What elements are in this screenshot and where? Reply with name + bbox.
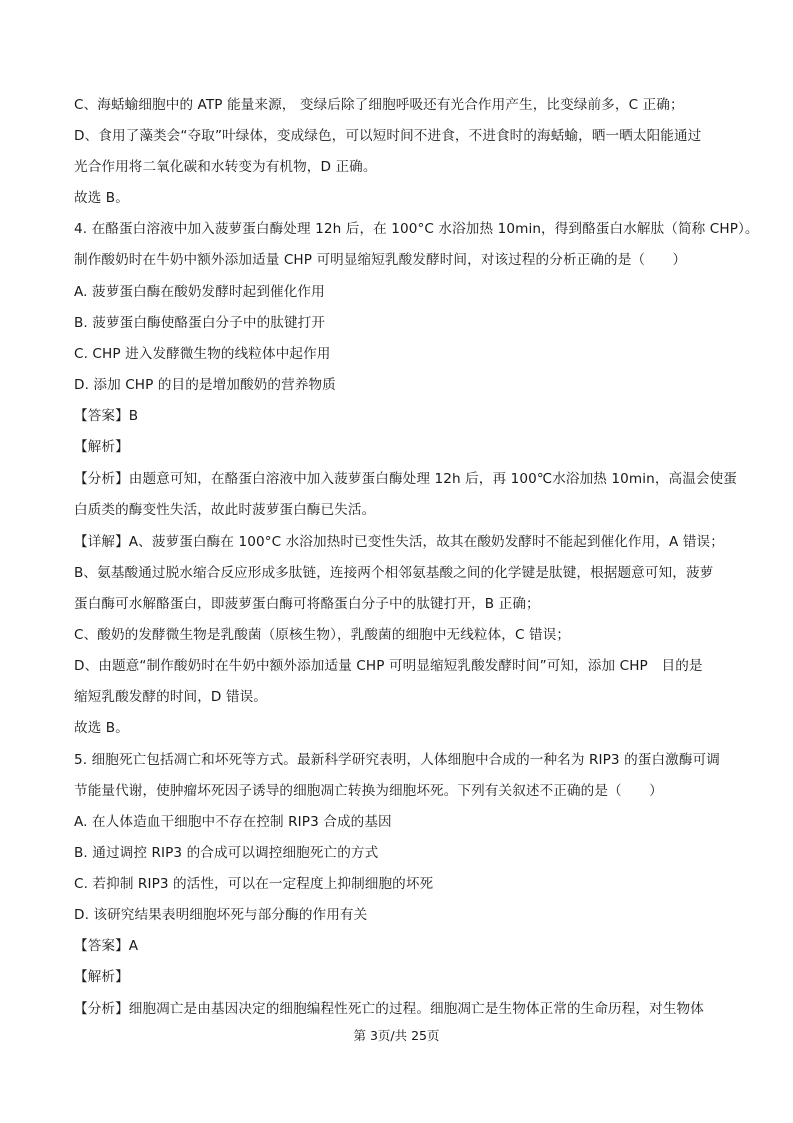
page-footer: 第 3页/共 25页 xyxy=(353,1028,440,1043)
analysis-text: 【分析】细胞凋亡是由基因决定的细胞编程性死亡的过程。细胞凋亡是生物体正常的生命历程，对生物体 xyxy=(74,1001,704,1017)
option-d: D. 该研究结果表明细胞坏死与部分酶的作用有关 xyxy=(74,907,368,923)
text-line: 光合作用将二氧化碳和水转变为有机物，D 正确。 xyxy=(74,159,377,175)
answer-label: 【答案】B xyxy=(74,408,139,424)
detail-text: D、由题意“制作酸奶时在牛奶中额外添加适量 CHP 可明显缩短乳酸发酵时间”可知，添加 CHP 目的是 xyxy=(74,658,703,674)
text-line: 故选 B。 xyxy=(74,190,129,206)
option-a: A. 在人体造血干细胞中不存在控制 RIP3 合成的基因 xyxy=(74,814,392,830)
text-line: D、食用了藻类会“夺取”叶绿体，变成绿色，可以短时间不进食，不进食时的海蛞蝓，晒一晒太阳能通过 xyxy=(74,128,702,144)
question-4-stem: 4. 在酪蛋白溶液中加入菠萝蛋白酶处理 12h 后，在 100°C 水浴加热 10min，得到酪蛋白水解肽（简称 CHP）。 xyxy=(74,221,759,237)
option-c: C. CHP 进入发酵微生物的线粒体中起作用 xyxy=(74,346,331,362)
question-5-stem: 节能量代谢，使肿瘤坏死因子诱导的细胞凋亡转换为细胞坏死。下列有关叙述不正确的是（ ） xyxy=(74,783,663,799)
analysis-text: 白质类的酶变性失活，故此时菠萝蛋白酶已失活。 xyxy=(74,502,376,518)
answer-label: 【答案】A xyxy=(74,938,139,954)
option-a: A. 菠萝蛋白酶在酸奶发酵时起到催化作用 xyxy=(74,284,325,300)
detail-text: 蛋白酶可水解酪蛋白，即菠萝蛋白酶可将酪蛋白分子中的肽键打开，B 正确； xyxy=(74,596,540,612)
detail-text: 缩短乳酸发酵的时间，D 错误。 xyxy=(74,689,268,705)
detail-text: C、酸奶的发酵微生物是乳酸菌（原核生物），乳酸菌的细胞中无线粒体，C 错误； xyxy=(74,627,571,643)
question-4-stem: 制作酸奶时在牛奶中额外添加适量 CHP 可明显缩短乳酸发酵时间，对该过程的分析正确的是（ ） xyxy=(74,252,687,268)
option-b: B. 通过调控 RIP3 的合成可以调控细胞死亡的方式 xyxy=(74,845,379,861)
detail-text: B、氨基酸通过脱水缩合反应形成多肽链，连接两个相邻氨基酸之间的化学键是肽键，根据题意可知，菠萝 xyxy=(74,565,714,581)
text-line: 故选 B。 xyxy=(74,720,129,736)
text-line: C、海蛞蝓细胞中的 ATP 能量来源， 变绿后除了细胞呼吸还有光合作用产生，比变绿前多，C 正确； xyxy=(74,97,684,113)
analysis-heading: 【解析】 xyxy=(74,969,129,985)
question-5-stem: 5. 细胞死亡包括凋亡和坏死等方式。最新科学研究表明，人体细胞中合成的一种名为 RIP3 的蛋白激酶可调 xyxy=(74,752,720,768)
analysis-heading: 【解析】 xyxy=(74,439,129,455)
analysis-text: 【分析】由题意可知，在酪蛋白溶液中加入菠萝蛋白酶处理 12h 后，再 100℃水浴加热 10min，高温会使蛋 xyxy=(74,471,737,487)
detail-text: 【详解】A、菠萝蛋白酶在 100°C 水浴加热时已变性失活，故其在酸奶发酵时不能起到催化作用，A 错误； xyxy=(74,534,724,550)
option-b: B. 菠萝蛋白酶使酪蛋白分子中的肽键打开 xyxy=(74,315,326,331)
option-c: C. 若抑制 RIP3 的活性，可以在一定程度上抑制细胞的坏死 xyxy=(74,876,434,892)
option-d: D. 添加 CHP 的目的是增加酸奶的营养物质 xyxy=(74,377,336,393)
